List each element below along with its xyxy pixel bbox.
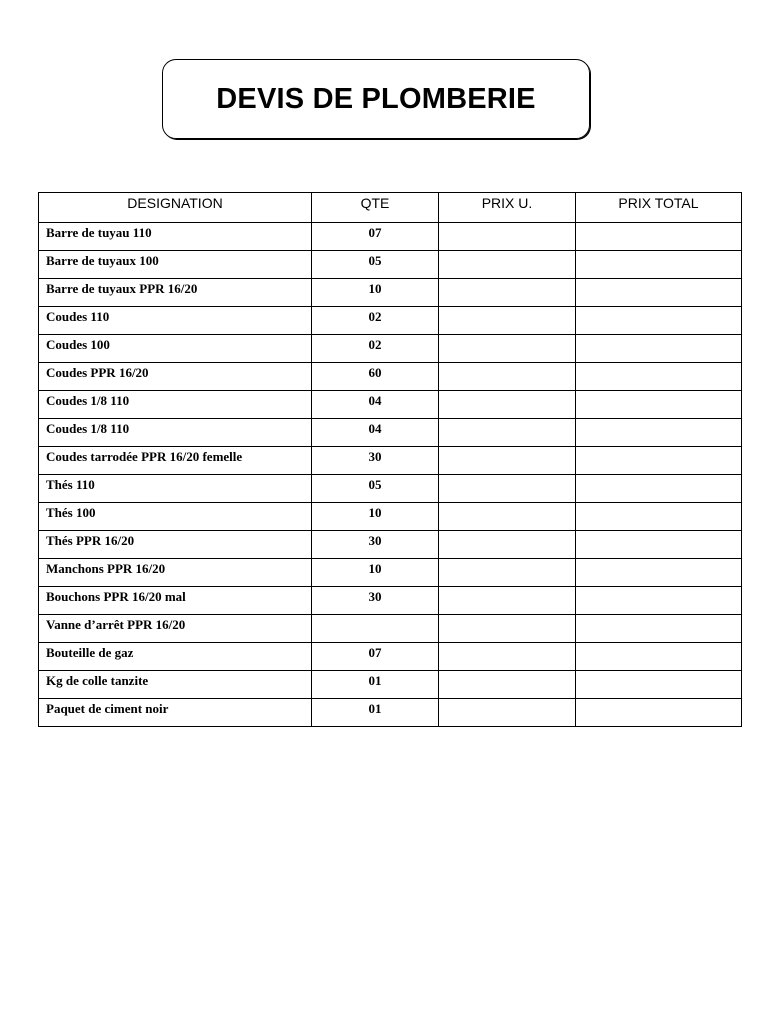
cell-qty: 01 [312, 671, 439, 699]
cell-total-price [576, 643, 742, 671]
cell-designation: Kg de colle tanzite [39, 671, 312, 699]
table-row [39, 391, 742, 419]
cell-total-price [576, 671, 742, 699]
table-row [39, 279, 742, 307]
table-row [39, 251, 742, 279]
table-row [39, 223, 742, 251]
cell-unit-price [439, 419, 576, 447]
cell-qty: 07 [312, 643, 439, 671]
cell-unit-price [439, 475, 576, 503]
cell-unit-price [439, 307, 576, 335]
table-row [39, 447, 742, 475]
cell-qty: 07 [312, 223, 439, 251]
column-header-designation: DESIGNATION [39, 193, 312, 223]
cell-designation: Coudes PPR 16/20 [39, 363, 312, 391]
cell-total-price [576, 279, 742, 307]
cell-designation: Thés 100 [39, 503, 312, 531]
cell-total-price [576, 419, 742, 447]
table-row [39, 475, 742, 503]
cell-total-price [576, 307, 742, 335]
cell-unit-price [439, 587, 576, 615]
cell-unit-price [439, 531, 576, 559]
cell-designation: Bouteille de gaz [39, 643, 312, 671]
column-header-qty: QTE [312, 193, 439, 223]
cell-designation: Barre de tuyaux PPR 16/20 [39, 279, 312, 307]
cell-unit-price [439, 503, 576, 531]
column-header-total-price: PRIX TOTAL [576, 193, 742, 223]
page-title: DEVIS DE PLOMBERIE [216, 82, 536, 115]
cell-unit-price [439, 559, 576, 587]
cell-qty: 04 [312, 391, 439, 419]
title-box [162, 59, 590, 139]
cell-total-price [576, 363, 742, 391]
table-row [39, 671, 742, 699]
cell-qty: 02 [312, 335, 439, 363]
cell-qty: 10 [312, 279, 439, 307]
table-row [39, 335, 742, 363]
cell-total-price [576, 251, 742, 279]
table-header-row [39, 193, 742, 223]
cell-qty: 02 [312, 307, 439, 335]
table-row [39, 419, 742, 447]
cell-unit-price [439, 671, 576, 699]
cell-qty: 10 [312, 559, 439, 587]
table-row [39, 587, 742, 615]
cell-qty [312, 615, 439, 643]
cell-designation: Coudes 100 [39, 335, 312, 363]
cell-total-price [576, 699, 742, 727]
table-body [39, 223, 742, 727]
table-row [39, 699, 742, 727]
cell-designation: Paquet de ciment noir [39, 699, 312, 727]
cell-total-price [576, 223, 742, 251]
cell-total-price [576, 531, 742, 559]
cell-qty: 30 [312, 531, 439, 559]
cell-qty: 60 [312, 363, 439, 391]
cell-qty: 10 [312, 503, 439, 531]
table-row [39, 531, 742, 559]
cell-qty: 01 [312, 699, 439, 727]
cell-unit-price [439, 391, 576, 419]
cell-unit-price [439, 615, 576, 643]
cell-total-price [576, 615, 742, 643]
cell-qty: 05 [312, 475, 439, 503]
cell-unit-price [439, 447, 576, 475]
cell-designation: Manchons PPR 16/20 [39, 559, 312, 587]
cell-total-price [576, 447, 742, 475]
quote-table [38, 192, 742, 727]
cell-qty: 04 [312, 419, 439, 447]
cell-designation: Barre de tuyaux 100 [39, 251, 312, 279]
table-row [39, 363, 742, 391]
cell-unit-price [439, 335, 576, 363]
cell-designation: Coudes 1/8 110 [39, 419, 312, 447]
cell-designation: Thés 110 [39, 475, 312, 503]
cell-designation: Thés PPR 16/20 [39, 531, 312, 559]
cell-designation: Barre de tuyau 110 [39, 223, 312, 251]
table-row [39, 559, 742, 587]
cell-unit-price [439, 699, 576, 727]
cell-designation: Coudes 110 [39, 307, 312, 335]
cell-total-price [576, 559, 742, 587]
cell-total-price [576, 335, 742, 363]
table-row [39, 307, 742, 335]
cell-total-price [576, 503, 742, 531]
cell-qty: 30 [312, 587, 439, 615]
table-row [39, 503, 742, 531]
cell-total-price [576, 475, 742, 503]
cell-unit-price [439, 643, 576, 671]
cell-unit-price [439, 251, 576, 279]
cell-designation: Bouchons PPR 16/20 mal [39, 587, 312, 615]
cell-unit-price [439, 363, 576, 391]
cell-qty: 30 [312, 447, 439, 475]
cell-unit-price [439, 223, 576, 251]
table-row [39, 643, 742, 671]
cell-total-price [576, 587, 742, 615]
table-row [39, 615, 742, 643]
cell-unit-price [439, 279, 576, 307]
cell-designation: Coudes tarrodée PPR 16/20 femelle [39, 447, 312, 475]
column-header-unit-price: PRIX U. [439, 193, 576, 223]
cell-designation: Vanne d’arrêt PPR 16/20 [39, 615, 312, 643]
cell-designation: Coudes 1/8 110 [39, 391, 312, 419]
cell-qty: 05 [312, 251, 439, 279]
cell-total-price [576, 391, 742, 419]
